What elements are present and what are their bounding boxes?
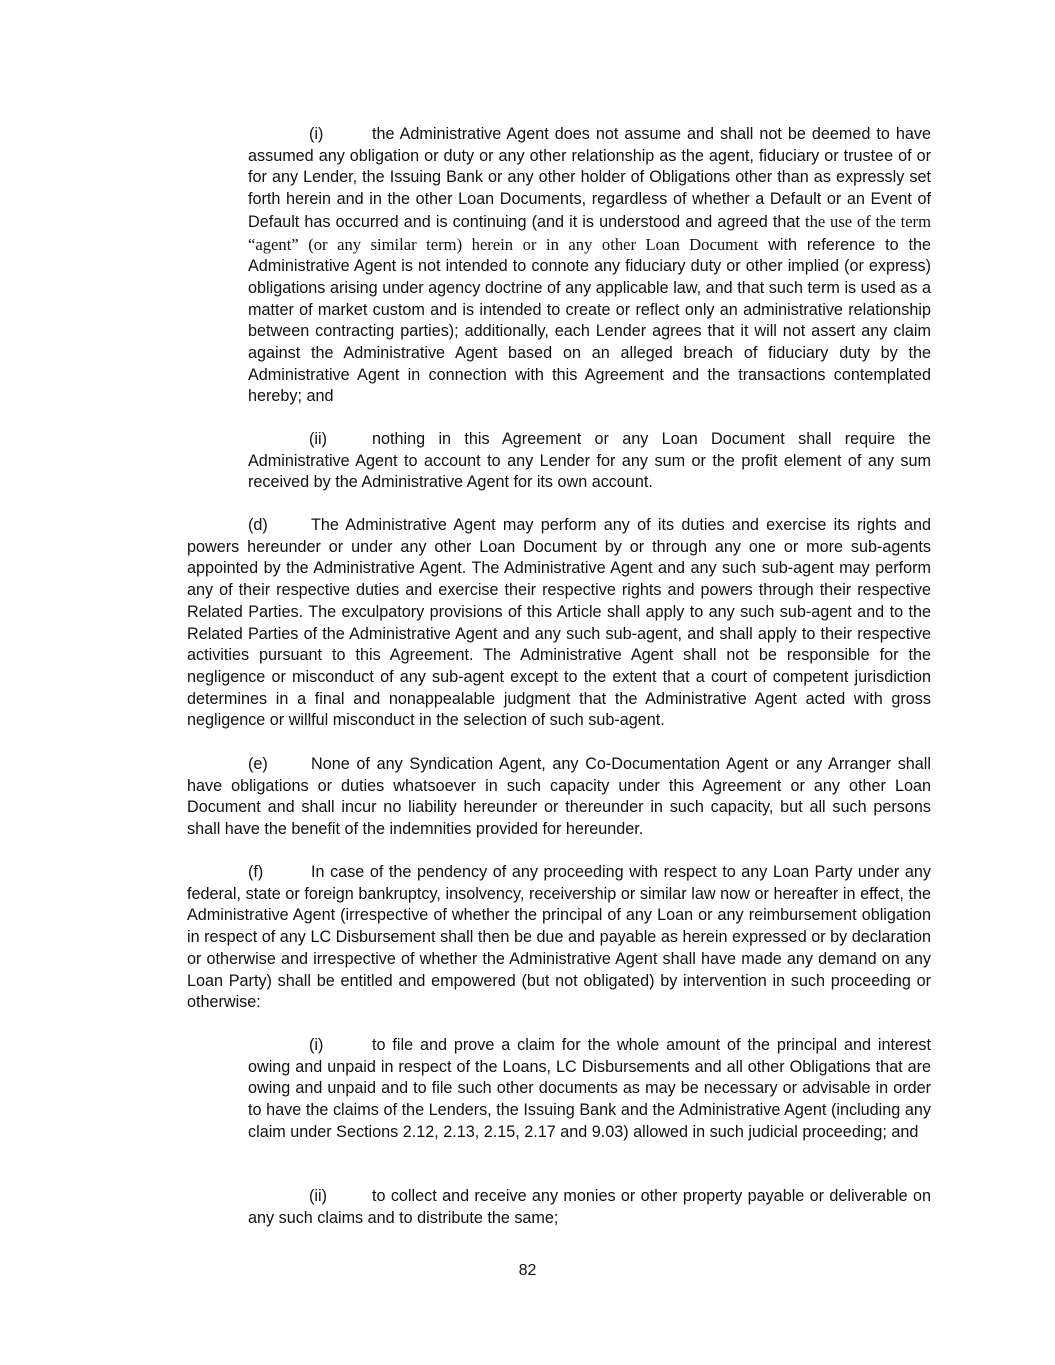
paragraph-label: (ii) bbox=[309, 430, 327, 448]
paragraph-f-ii bbox=[248, 1186, 931, 1229]
paragraph-text: the Administrative Agent does not assume and shall not be deemed to have assumed any obligation or duty or any other relationship as the agent, fiduciary or trustee of or for any Lender, the Issuing Bank or any other holder of Obligations other than as expressly set forth herein and in the other Loan Documents, regardless of whether a Default or an Event of Default has occurred and is continuing (and it is understood and agreed that bbox=[248, 125, 931, 231]
paragraph-label: (i) bbox=[309, 1036, 324, 1054]
paragraph-f bbox=[187, 862, 931, 1014]
paragraph-label: (i) bbox=[309, 125, 324, 143]
paragraph-d bbox=[187, 515, 931, 732]
paragraph-c-i bbox=[248, 124, 931, 408]
paragraph-e bbox=[187, 754, 931, 841]
paragraph-text: to file and prove a claim for the whole amount of the principal and interest owing and unpaid in respect of the Loans, LC Disbursements and all other Obligations that are owing and unpaid and to file such other documents as may be necessary or advisable in order to have the claims of the Lenders, the Issuing Bank and the Administrative Agent (including any claim under Sections 2.12, 2.13, 2.15, 2.17 and 9.03) allowed in such judicial proceeding; and bbox=[248, 1036, 931, 1141]
paragraph-text: to collect and receive any monies or other property payable or deliverable on any such claims and to distribute the same; bbox=[248, 1187, 931, 1227]
paragraph-text: nothing in this Agreement or any Loan Document shall require the Administrative Agent to account to any Lender for any sum or the profit element of any sum received by the Administrative Agent for its own account. bbox=[248, 430, 931, 492]
page-number: 82 bbox=[518, 1262, 537, 1279]
paragraph-f-i bbox=[248, 1035, 931, 1144]
paragraph-text: The Administrative Agent may perform any of its duties and exercise its rights and powers hereunder or under any other Loan Document by or through any one or more sub-agents appointed by the Administrative Agent. The Administrative Agent and any such sub-agent may perform any of their respective duties and exercise their respective rights and powers through their respective Related Parties. The exculpatory provisions of this Article shall apply to any such sub-agent and to the Related Parties of the Administrative Agent and any such sub-agent, and shall apply to their respective activities pursuant to this Agreement. The Administrative Agent shall not be responsible for the negligence or misconduct of any sub-agent except to the extent that a court of competent jurisdiction determines in a final and nonappealable judgment that the Administrative Agent acted with gross negligence or willful misconduct in the selection of such sub-agent. bbox=[187, 516, 931, 730]
paragraph-label: (d) bbox=[248, 516, 268, 534]
paragraph-text: In case of the pendency of any proceeding with respect to any Loan Party under any federal, state or foreign bankruptcy, insolvency, receivership or similar law now or hereafter in effect, the Administrative Agent (irrespective of whether the principal of any Loan or any reimbursement obligation in respect of any LC Disbursement shall then be due and payable as herein expressed or by declaration or otherwise and irrespective of whether the Administrative Agent shall have made any demand on any Loan Party) shall be entitled and empowered (but not obligated) by intervention in such proceeding or otherwise: bbox=[187, 863, 931, 1012]
paragraph-c-ii bbox=[248, 429, 931, 494]
paragraph-text: None of any Syndication Agent, any Co-Documentation Agent or any Arranger shall have obligations or duties whatsoever in such capacity under this Agreement or any other Loan Document and shall incur no liability hereunder or thereunder in such capacity, but all such persons shall have the benefit of the indemnities provided for hereunder. bbox=[187, 755, 931, 839]
paragraph-label: (ii) bbox=[309, 1187, 327, 1205]
paragraph-label: (f) bbox=[248, 863, 264, 881]
paragraph-text-serif: the use of the term “agent” (or any similar term) herein or in any other Loan Document bbox=[248, 211, 931, 254]
paragraph-label: (e) bbox=[248, 755, 268, 773]
paragraph-text: with reference to the Administrative Agent is not intended to connote any fiduciary duty or other implied (or express) obligations arising under agency doctrine of any applicable law, and that such term is used as a matter of market custom and is intended to create or reflect only an administrative relationship between contracting parties); additionally, each Lender agrees that it will not assert any claim against the Administrative Agent based on an alleged breach of fiduciary duty by the Administrative Agent in connection with this Agreement and the transactions contemplated hereby; and bbox=[248, 235, 932, 406]
